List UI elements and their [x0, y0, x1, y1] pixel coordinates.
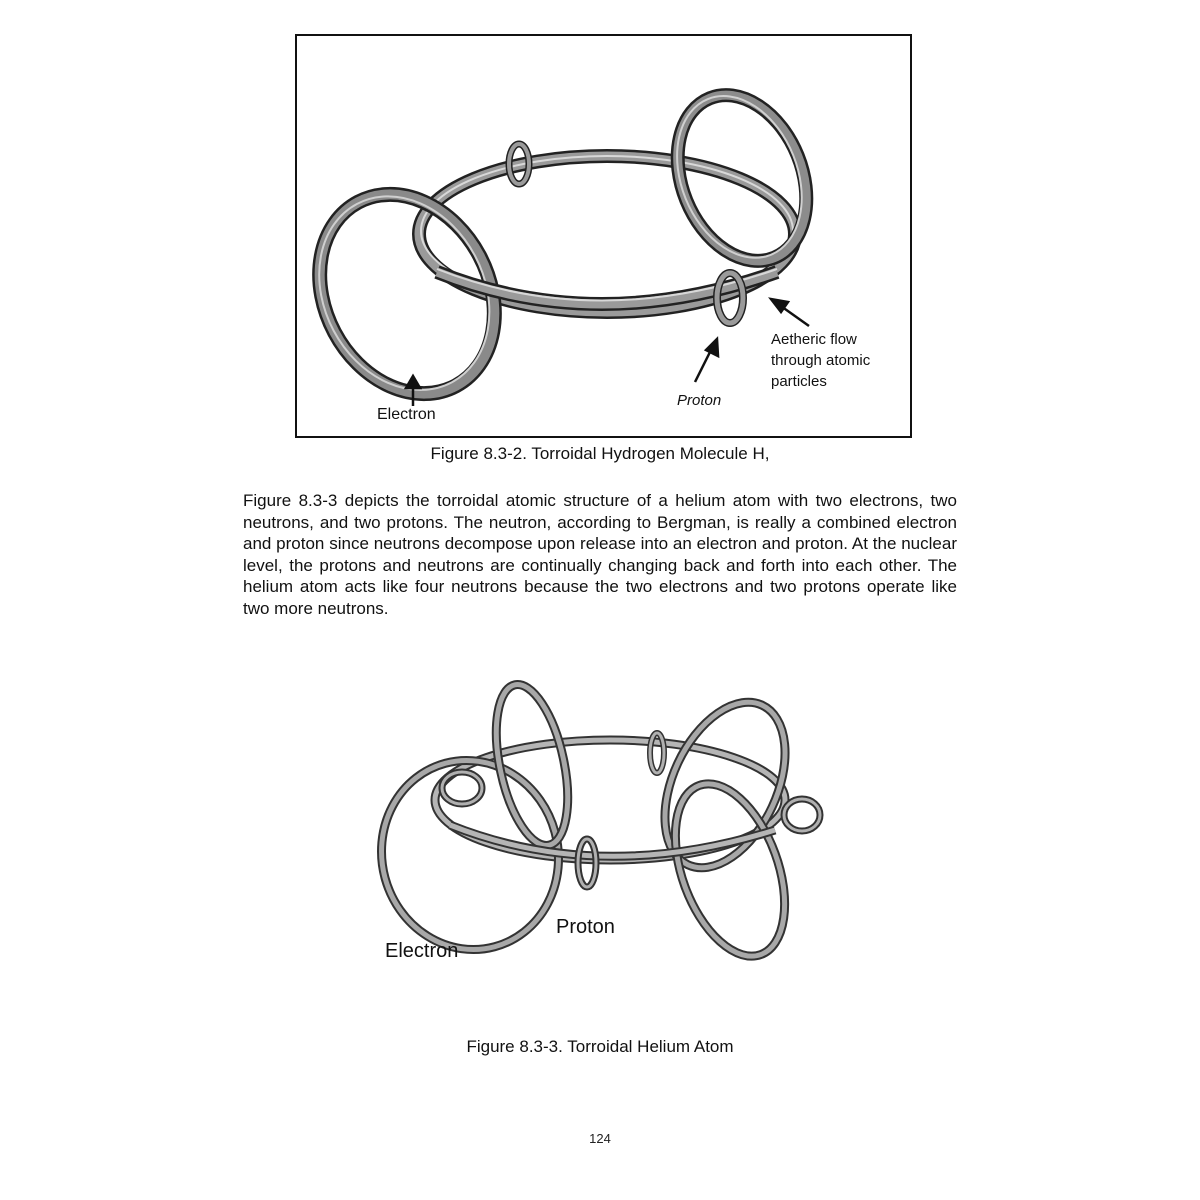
figure-8-3-3 — [370, 670, 840, 980]
aetheric-arrow — [771, 299, 809, 326]
proton-label: Proton — [556, 916, 615, 938]
proton-ring-left — [442, 772, 482, 804]
body-paragraph: Figure 8.3-3 depicts the torroidal atomic structure of a helium atom with two electrons, two neutrons, and two protons. The neutron, according to Bergman, is really a combined electron and proton since neutrons decompose upon release into an electron and proton. At the nuclear level, the protons and neutrons are continually changing back and forth into each other. The helium atom acts like four neutrons because the two electrons and two protons operate like two more neutrons. — [243, 491, 957, 618]
electron-ring-top-left — [484, 678, 581, 852]
proton-ring-right — [784, 799, 820, 831]
aetheric-label-line3: particles — [771, 373, 827, 390]
page-number: 124 — [589, 1131, 611, 1146]
aetheric-flow-label — [771, 329, 870, 392]
aetheric-label-line1: Aetheric flow — [771, 331, 857, 348]
figure-8-3-2 — [295, 34, 912, 438]
figure-8-3-3-caption: Figure 8.3-3. Torroidal Helium Atom — [466, 1037, 734, 1056]
aetheric-label-line2: through atomic — [771, 352, 871, 369]
figure-8-3-2-caption: Figure 8.3-2. Torroidal Hydrogen Molecule H, — [430, 444, 770, 463]
proton-arrow — [695, 339, 718, 382]
electron-label: Electron — [377, 406, 436, 423]
electron-label: Electron — [385, 940, 459, 962]
proton-label: Proton — [677, 392, 722, 409]
